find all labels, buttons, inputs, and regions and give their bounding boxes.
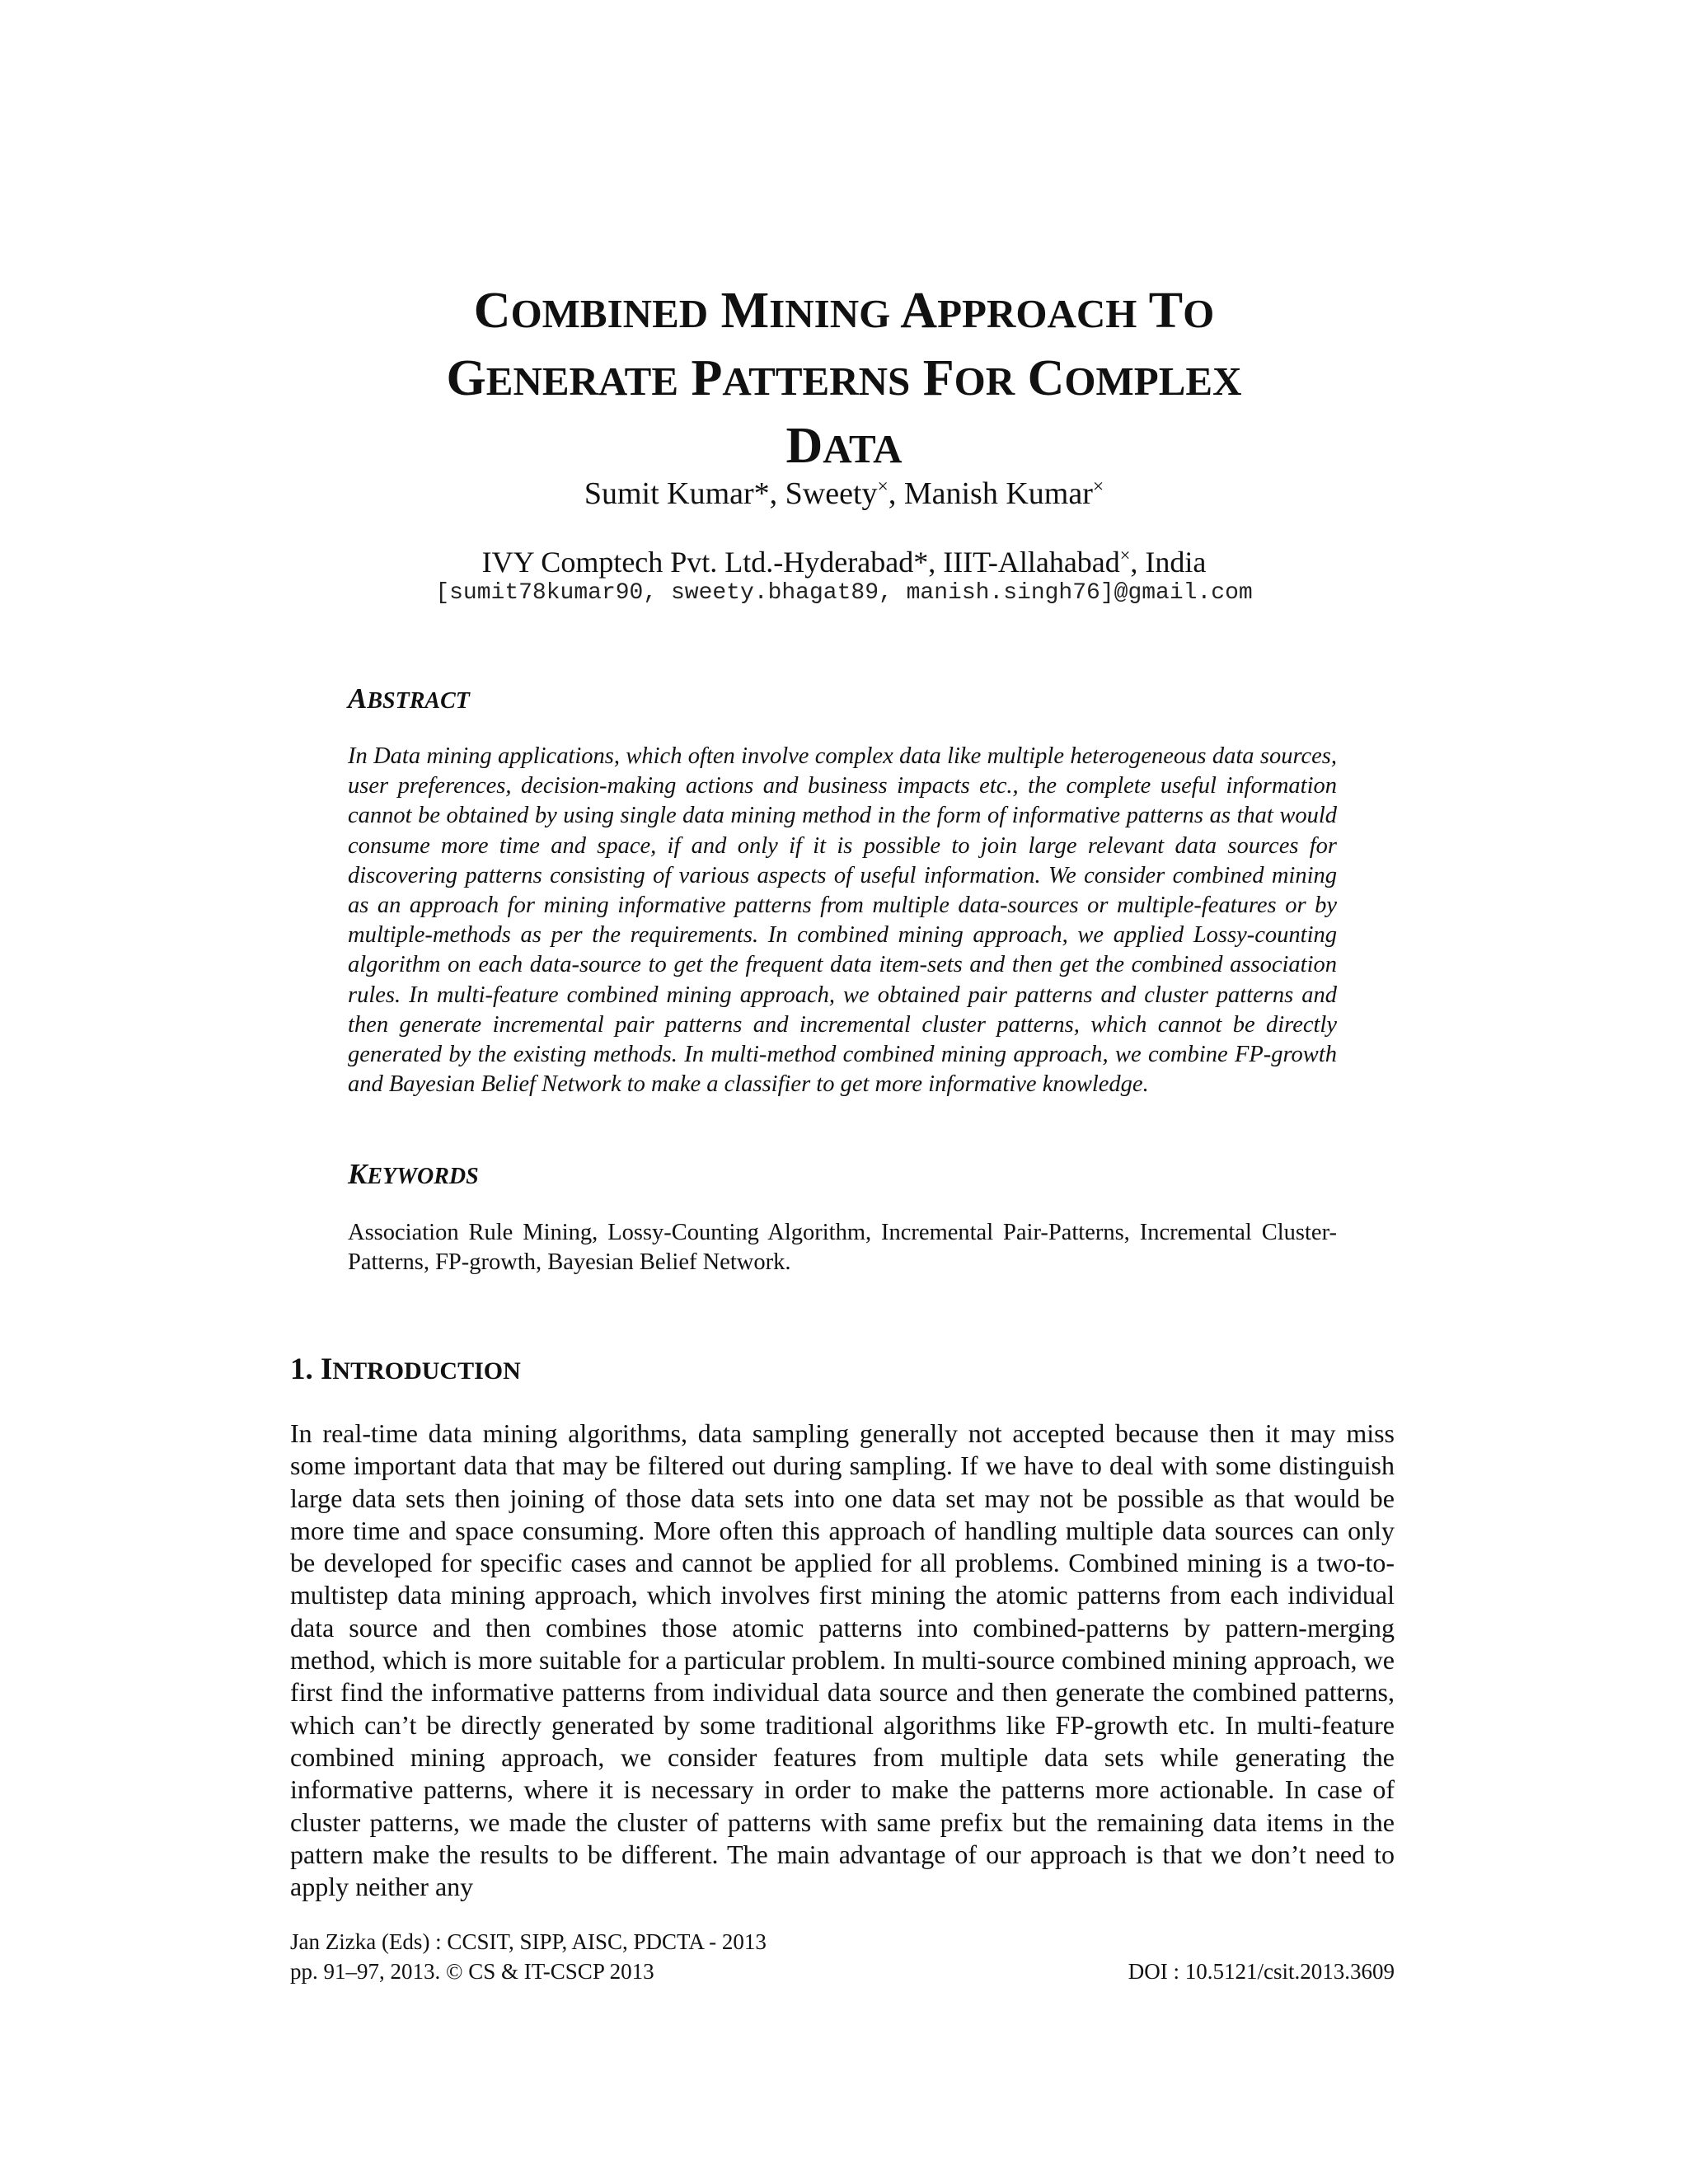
affiliation-country: , India	[1130, 546, 1207, 579]
title-word-rest: ENERATE	[485, 359, 679, 404]
page-footer	[290, 1927, 1395, 1986]
title-line-3	[0, 414, 1688, 481]
heading-rest: NTRODUCTION	[332, 1357, 521, 1385]
title-word-initial: G	[446, 350, 486, 406]
title-line-1	[0, 279, 1688, 346]
author-emails: [sumit78kumar90, sweety.bhagat89, manish.singh76]@gmail.com	[435, 580, 1253, 606]
abstract-text: In Data mining applications, which often involve complex data like multiple heterogeneous data sources, user preferences, decision-making actions and business impacts etc., the complete useful information cannot be obtained by using single data mining method in the form of informative patterns as that would consume more time and space, if and only if it is possible to join large relevant data sources for discovering patterns consisting of various aspects of useful information. We consider combined mining as an approach for mining informative patterns from multiple data-sources or multiple-features or by multiple-methods as per the requirements. In combined mining approach, we applied Lossy-counting algorithm on each data-source to get the frequent data item-sets and then get the combined association rules. In multi-feature combined mining approach, we obtained pair patterns and cluster patterns and then generate incremental pair patterns and incremental cluster patterns, which cannot be directly generated by the existing methods. In multi-method combined mining approach, we combine FP-growth and Bayesian Belief Network to make a classifier to get more informative knowledge.	[348, 743, 1337, 1098]
paper-title	[0, 279, 1688, 481]
title-word-initial: C	[473, 283, 511, 339]
affiliation-mark: ×	[1092, 476, 1104, 498]
title-word-initial: F	[922, 350, 954, 406]
keywords-heading	[348, 1158, 479, 1193]
heading-rest: BSTRACT	[367, 688, 470, 714]
introduction-heading	[290, 1352, 521, 1390]
introduction-text: In real-time data mining algorithms, data sampling generally not accepted because then it may miss some important data that may be filtered out during sampling. If we have to deal with some distinguish large data sets then joining of those data sets into one data set may not be possible as that would be more time and space consuming. More often this approach of handling multiple data sources can only be developed for specific cases and cannot be applied for all problems. Combined mining is a two-to-multistep data mining approach, which involves first mining the atomic patterns from each individual data source and then combines those atomic patterns into combined-patterns by pattern-merging method, which is more suitable for a particular problem. In multi-source combined mining approach, we first find the informative patterns from individual data source and then generate the combined patterns, which can’t be directly generated by some traditional algorithms like FP-growth etc. In multi-feature combined mining approach, we consider features from multiple data sets while generating the informative patterns, where it is necessary in order to make the patterns more actionable. In case of cluster patterns, we made the cluster of patterns with same prefix but the remaining data items in the pattern make the results to be different. The main advantage of our approach is that we don’t need to apply neither any	[290, 1418, 1395, 1902]
author-list	[0, 475, 1688, 513]
title-word-rest: O	[1183, 291, 1215, 336]
affiliation-mark: ×	[1119, 545, 1131, 565]
footer-row	[290, 1957, 1395, 1986]
title-word-initial: D	[785, 418, 823, 474]
heading-number: 1. I	[290, 1352, 333, 1386]
author-separator: ,	[769, 476, 785, 511]
title-word-rest: OMBINED	[510, 291, 709, 336]
title-word-rest: ATA	[823, 426, 903, 471]
heading-rest: EYWORDS	[367, 1164, 479, 1189]
title-word-rest: OR	[954, 359, 1015, 404]
author-3: Manish Kumar	[903, 476, 1093, 511]
footer-proceedings: Jan Zizka (Eds) : CCSIT, SIPP, AISC, PDCTA - 2013	[290, 1929, 767, 1954]
title-word-rest: PPROACH	[937, 291, 1137, 336]
keywords-text: Association Rule Mining, Lossy-Counting Algorithm, Incremental Pair-Patterns, Incremental Cluster-Patterns, FP-growth, Bayesian Belief Network.	[348, 1220, 1337, 1276]
affiliation	[0, 544, 1688, 580]
heading-initial: A	[348, 682, 368, 715]
title-word-rest: OMPLEX	[1064, 359, 1242, 404]
affiliation-text: IVY Comptech Pvt. Ltd.-Hyderabad*, IIIT-Allahabad	[481, 546, 1120, 579]
title-word-initial: T	[1148, 283, 1184, 339]
abstract-heading	[348, 682, 470, 718]
heading-initial: K	[348, 1158, 368, 1190]
title-word-initial: P	[691, 350, 723, 406]
author-2: Sweety	[785, 476, 878, 511]
title-word-rest: INING	[769, 291, 891, 336]
footer-doi: DOI : 10.5121/csit.2013.3609	[1128, 1959, 1395, 1984]
title-word-initial: A	[900, 283, 938, 339]
title-word-initial: M	[720, 283, 770, 339]
title-word-initial: C	[1027, 350, 1065, 406]
footer-pages-copyright: pp. 91–97, 2013. © CS & IT-CSCP 2013	[290, 1959, 654, 1984]
author-separator: ,	[888, 476, 904, 511]
author-1: Sumit Kumar*	[584, 476, 770, 511]
title-line-2	[0, 346, 1688, 414]
title-word-rest: ATTERNS	[722, 359, 911, 404]
affiliation-mark: ×	[877, 476, 889, 498]
